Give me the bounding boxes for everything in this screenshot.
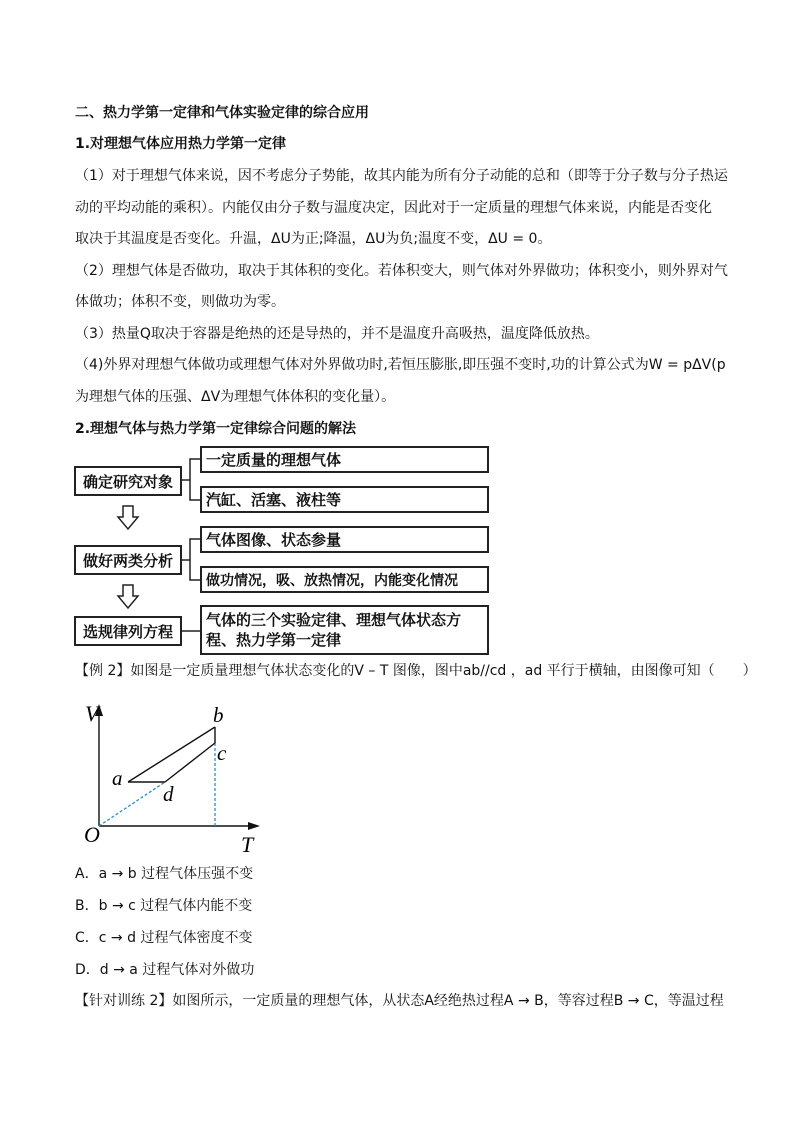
training-2-text: 【针对训练 2】如图所示，一定质量的理想气体，从状态A经绝热过程A → B，等容过程B → C，等温过程	[75, 993, 724, 1009]
option-b[interactable]: B．b → c 过程气体内能不变	[75, 898, 253, 914]
flowchart-step-2-item-2: 做功情况，吸、放热情况，内能变化情况	[200, 566, 489, 593]
point-c-label: c	[217, 741, 227, 765]
option-a[interactable]: A．a → b 过程气体压强不变	[75, 866, 254, 882]
paragraph-3-line-1: （3）热量Q取决于容器是绝热的还是导热的，并不是温度升高吸热，温度降低放热。	[75, 326, 599, 342]
flowchart-step-3-item-1: 气体的三个实验定律、理想气体状态方程、热力学第一定律	[200, 605, 489, 655]
paragraph-4-line-1: （4)外界对理想气体做功或理想气体对外界做功时,若恒压膨胀,即压强不变时,功的计算公式为W = pΔV(p	[75, 357, 726, 373]
paragraph-2-line-2: 体做功；体积不变，则做功为零。	[75, 294, 285, 310]
section-heading: 二、热力学第一定律和气体实验定律的综合应用	[75, 105, 369, 121]
subsection2-title: 2.理想气体与热力学第一定律综合问题的解法	[75, 421, 357, 437]
flowchart-step-1-item-1: 一定质量的理想气体	[200, 446, 489, 473]
flowchart-step-1-item-2: 汽缸、活塞、液柱等	[200, 486, 489, 513]
flowchart-step-2-item-1: 气体图像、状态参量	[200, 526, 489, 553]
x-axis-label: T	[241, 832, 254, 857]
point-d-label: d	[163, 782, 174, 806]
flowchart-step-3: 选规律列方程	[74, 616, 182, 646]
paragraph-1-line-1: （1）对于理想气体来说，因不考虑分子势能，故其内能为所有分子动能的总和（即等于分子数与分子热运	[75, 168, 728, 184]
paragraph-2-line-1: （2）理想气体是否做功，取决于其体积的变化。若体积变大，则气体对外界做功；体积变小，则外界对气	[75, 263, 728, 279]
flowchart-step-1: 确定研究对象	[74, 466, 182, 496]
point-b-label: b	[213, 703, 224, 727]
option-d[interactable]: D．d → a 过程气体对外做功	[75, 962, 255, 978]
paragraph-1-line-2: 动的平均动能的乘积）。内能仅由分子数与温度决定，因此对于一定质量的理想气体来说，内能是否变化	[75, 200, 712, 216]
segment-ab	[128, 727, 215, 782]
y-axis-label: V	[85, 701, 99, 726]
origin-label: O	[84, 822, 100, 847]
dashed-line-origin-to-d	[99, 782, 165, 826]
flowchart-step-2: 做好两类分析	[74, 545, 182, 575]
segment-cd	[165, 743, 215, 782]
x-axis-arrow	[248, 822, 260, 830]
example-2-text: 【例 2】如图是一定质量理想气体状态变化的V – T 图像，图中ab//cd ，ad 平行于横轴，由图像可知（ ）	[75, 663, 757, 679]
point-a-label: a	[112, 766, 123, 790]
option-c[interactable]: C．c → d 过程气体密度不变	[75, 930, 253, 946]
paragraph-4-line-2: 为理想气体的压强、ΔV为理想气体体积的变化量）。	[75, 389, 396, 405]
paragraph-1-line-3: 取决于其温度是否变化。升温，ΔU为正;降温，ΔU为负;温度不变，ΔU = 0。	[75, 231, 552, 247]
subsection1-title: 1.对理想气体应用热力学第一定律	[75, 136, 287, 152]
